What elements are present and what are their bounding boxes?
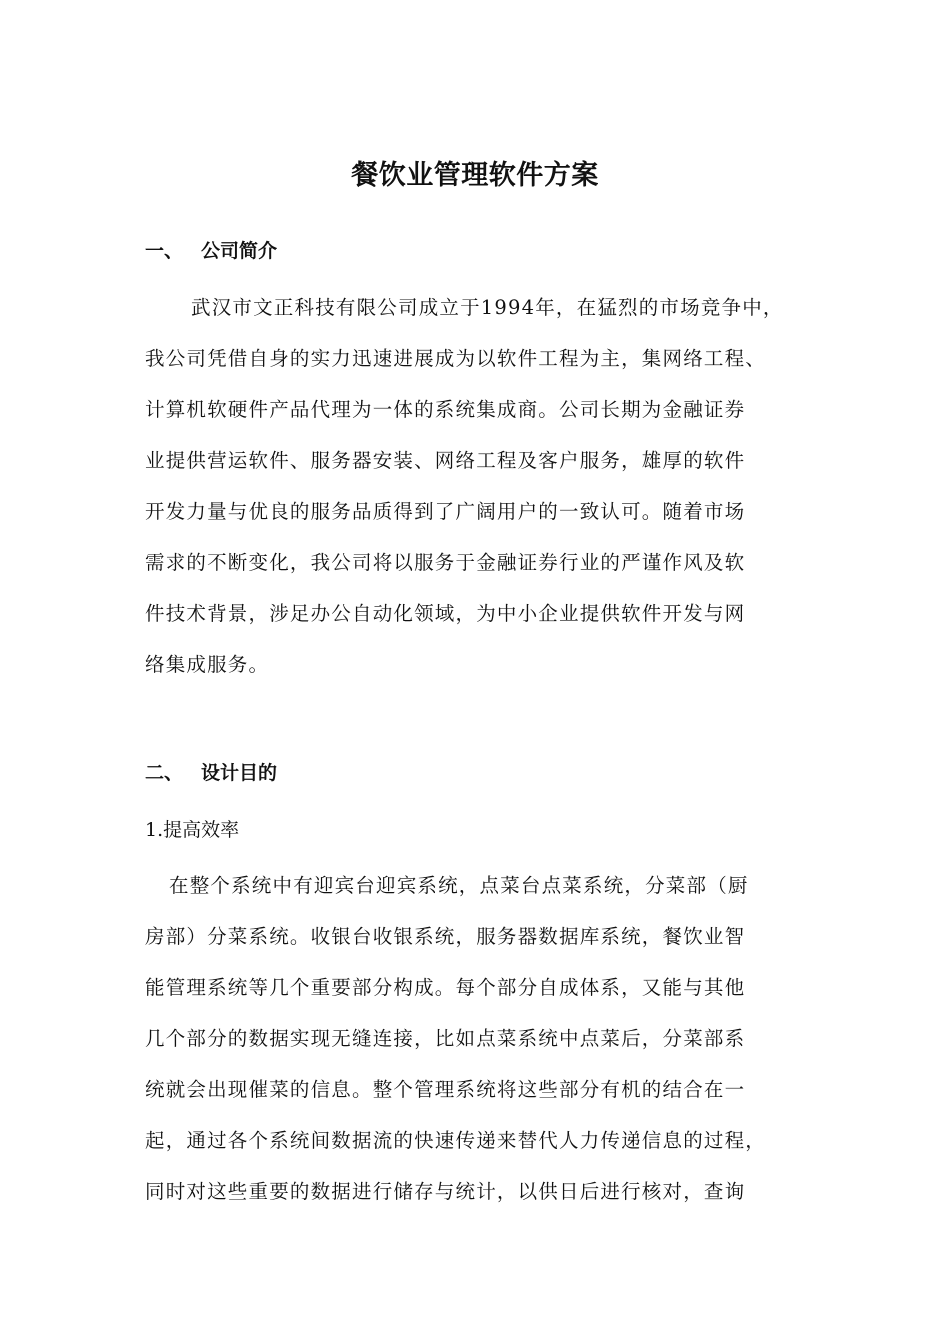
section-title: 公司简介 [201,240,278,262]
paragraph-line: 起，通过各个系统间数据流的快速传递来替代人力传递信息的过程， [145,1129,767,1152]
subheading-improve-efficiency: 1.提高效率 [145,819,240,841]
section-heading-design-purpose [145,758,277,788]
paragraph-line: 件技术背景，涉足办公自动化领域，为中小企业提供软件开发与网 [145,602,746,625]
section-heading-company-intro [145,236,277,266]
section-title: 设计目的 [201,762,278,784]
paragraph-line: 络集成服务。 [145,653,270,676]
paragraph-line: 几个部分的数据实现无缝连接，比如点菜系统中点菜后，分菜部系 [145,1027,746,1050]
section-number: 一、 [145,240,184,262]
paragraph-line: 需求的不断变化，我公司将以服务于金融证券行业的严谨作风及软 [145,551,746,574]
paragraph-company-intro [145,293,825,701]
paragraph-line: 能管理系统等几个重要部分构成。每个部分自成体系，又能与其他 [145,976,746,999]
document-title: 餐饮业管理软件方案 [351,160,599,191]
paragraph-line: 业提供营运软件、服务器安装、网络工程及客户服务，雄厚的软件 [145,449,746,472]
paragraph-design-purpose [145,871,825,1228]
paragraph-line: 开发力量与优良的服务品质得到了广阔用户的一致认可。随着市场 [145,500,746,523]
paragraph-line: 同时对这些重要的数据进行储存与统计，以供日后进行核对，查询 [145,1180,746,1203]
paragraph-line: 房部）分菜系统。收银台收银系统，服务器数据库系统，餐饮业智 [145,925,746,948]
paragraph-line: 在整个系统中有迎宾台迎宾系统，点菜台点菜系统，分菜部（厨 [169,874,749,897]
section-number: 二、 [145,762,184,784]
paragraph-line: 统就会出现催菜的信息。整个管理系统将这些部分有机的结合在一 [145,1078,746,1101]
paragraph-line: 我公司凭借自身的实力迅速进展成为以软件工程为主，集网络工程、 [145,347,767,370]
paragraph-line: 计算机软硬件产品代理为一体的系统集成商。公司长期为金融证券 [145,398,746,421]
paragraph-line: 武汉市文正科技有限公司成立于1994年，在猛烈的市场竞争中， [191,296,784,319]
